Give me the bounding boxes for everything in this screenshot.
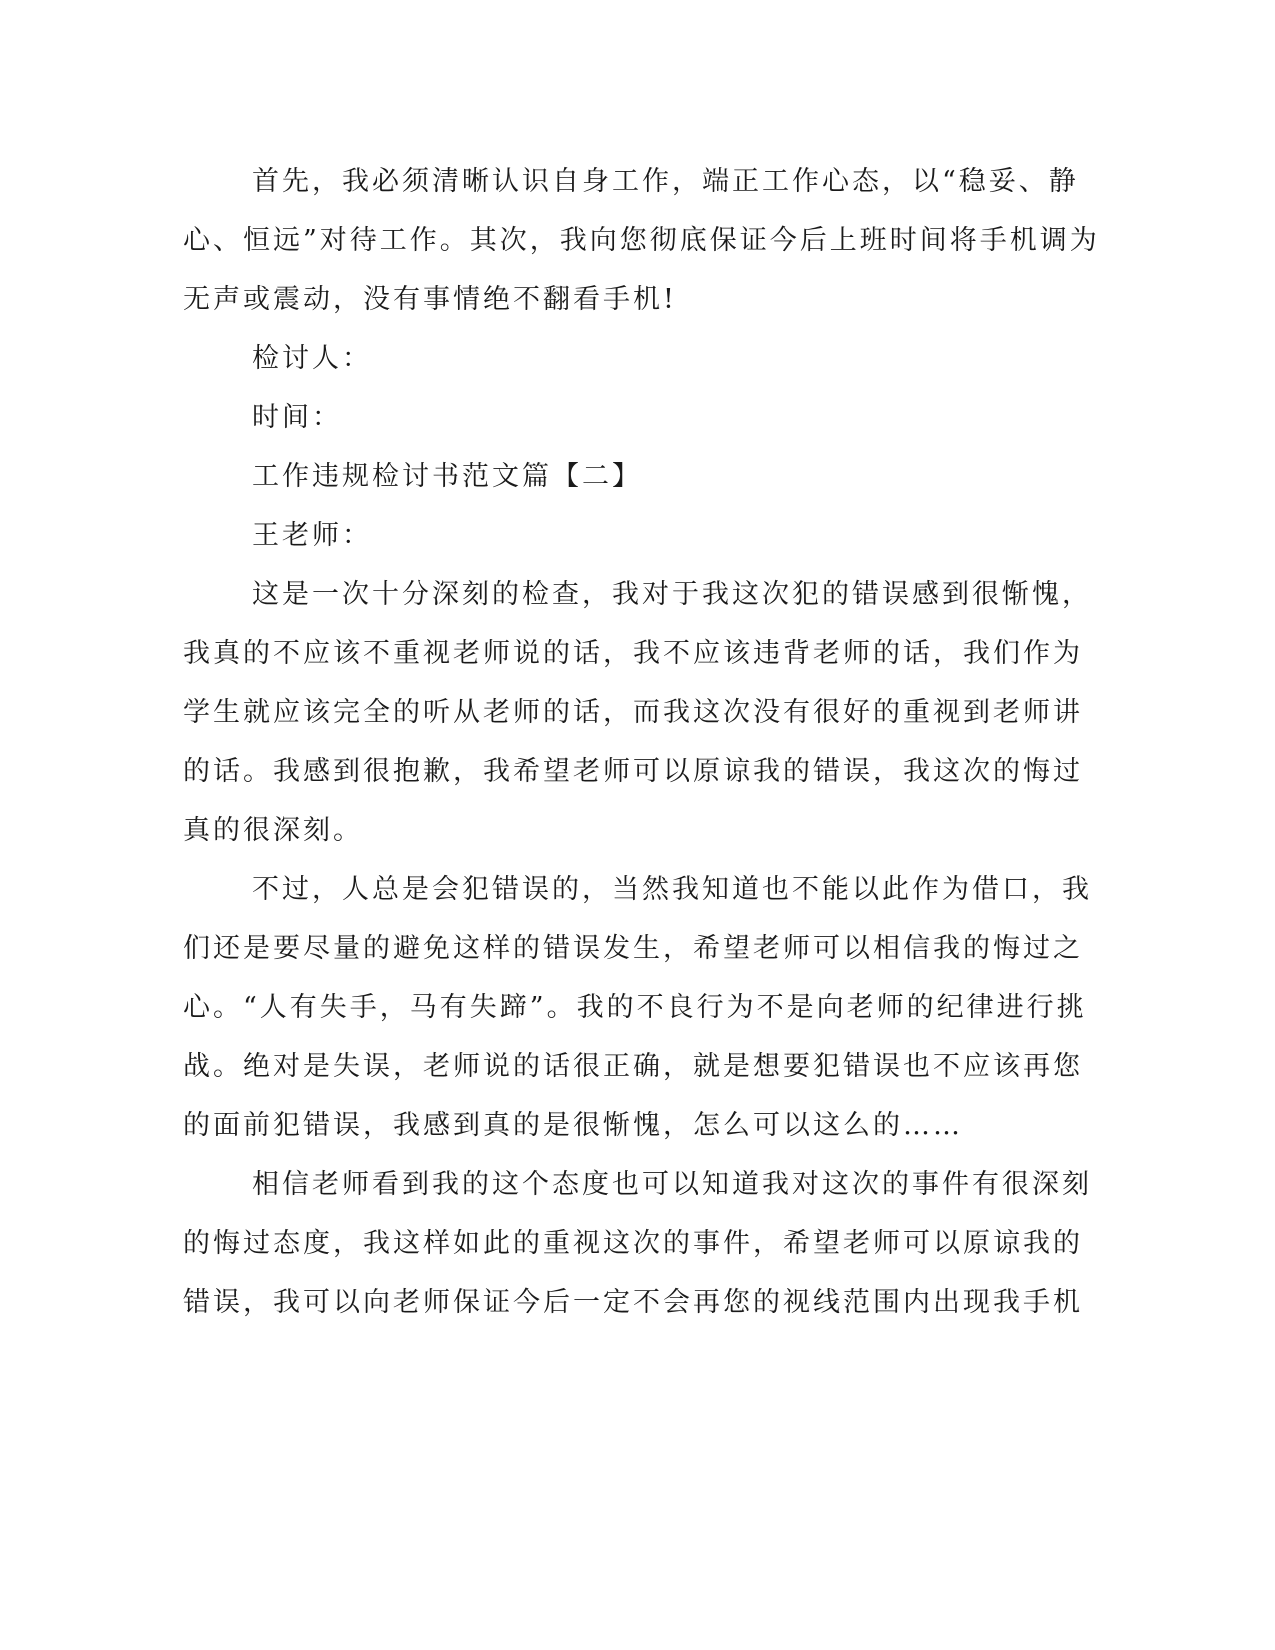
- text-line: 们还是要尽量的避免这样的错误发生，希望老师可以相信我的悔过之: [183, 933, 1083, 964]
- text-line: 我真的不应该不重视老师说的话，我不应该违背老师的话，我们作为: [183, 638, 1083, 669]
- text-line: 心。“人有失手，马有失蹄”。我的不良行为不是向老师的纪律进行挑: [183, 992, 1087, 1023]
- text-line: 的话。我感到很抱歉，我希望老师可以原谅我的错误，我这次的悔过: [183, 756, 1083, 787]
- section-title: 工作违规检讨书范文篇【二】: [252, 461, 642, 492]
- text-line: 首先，我必须清晰认识自身工作，端正工作心态，以“稳妥、静: [252, 166, 1079, 197]
- text-line: 真的很深刻。: [183, 815, 363, 846]
- text-line: 学生就应该完全的听从老师的话，而我这次没有很好的重视到老师讲: [183, 697, 1083, 728]
- text-line: 这是一次十分深刻的检查，我对于我这次犯的错误感到很惭愧，: [252, 579, 1092, 610]
- text-line: 相信老师看到我的这个态度也可以知道我对这次的事件有很深刻: [252, 1169, 1092, 1200]
- text-line: 无声或震动，没有事情绝不翻看手机!: [183, 284, 677, 315]
- text-line: 不过，人总是会犯错误的，当然我知道也不能以此作为借口，我: [252, 874, 1092, 905]
- date-label: 时间：: [252, 402, 342, 433]
- document-body: [183, 152, 1100, 1332]
- text-line: 的面前犯错误，我感到真的是很惭愧，怎么可以这么的……: [183, 1110, 963, 1141]
- text-line: 的悔过态度，我这样如此的重视这次的事件，希望老师可以原谅我的: [183, 1228, 1083, 1259]
- text-line: 战。绝对是失误，老师说的话很正确，就是想要犯错误也不应该再您: [183, 1051, 1083, 1082]
- text-line: 心、恒远”对待工作。其次，我向您彻底保证今后上班时间将手机调为: [183, 225, 1100, 256]
- text-line: 错误，我可以向老师保证今后一定不会再您的视线范围内出现我手机: [183, 1287, 1083, 1318]
- salutation: 王老师：: [252, 520, 372, 551]
- signature-label: 检讨人：: [252, 343, 372, 374]
